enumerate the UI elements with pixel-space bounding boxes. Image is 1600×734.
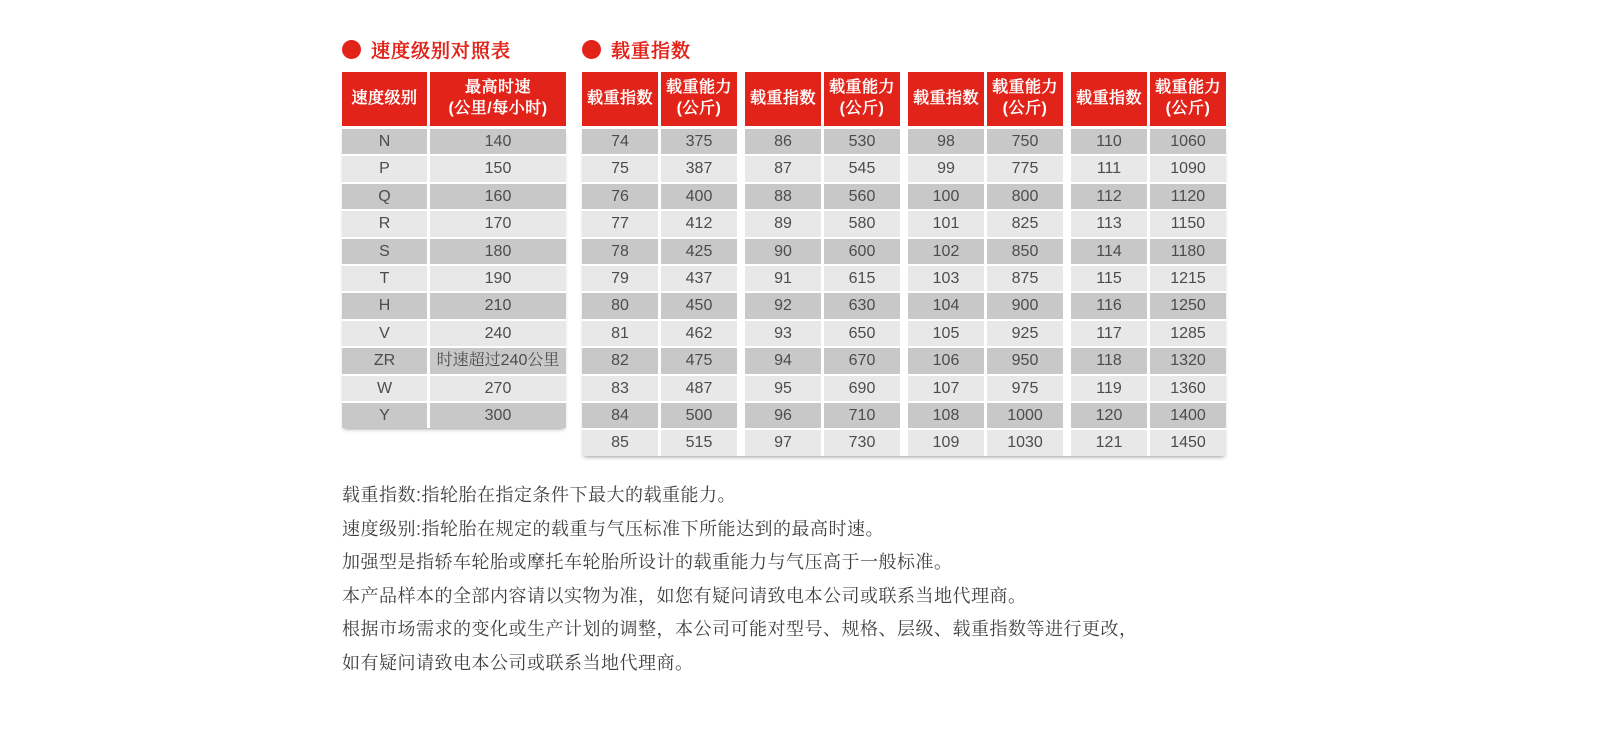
load-row-group (908, 430, 1063, 455)
max-speed-cell: 300 (430, 403, 566, 428)
load-capacity-cell: 875 (987, 266, 1063, 291)
table-row (342, 376, 566, 401)
load-index-cell: 103 (908, 266, 984, 291)
load-capacity-cell: 975 (987, 376, 1063, 401)
load-capacity-cell: 800 (987, 184, 1063, 209)
speed-table-title-text: 速度级别对照表 (371, 40, 512, 62)
load-capacity-cell: 750 (987, 129, 1063, 154)
load-capacity-cell: 900 (987, 293, 1063, 318)
load-capacity-header-line1: 载重能力 (991, 79, 1058, 97)
load-index-cell: 89 (745, 211, 821, 236)
load-index-cell: 114 (1071, 239, 1147, 264)
load-index-cell: 90 (745, 239, 821, 264)
load-index-cell: 95 (745, 376, 821, 401)
load-index-cell: 113 (1071, 211, 1147, 236)
table-row (342, 321, 566, 346)
load-index-cell: 118 (1071, 348, 1147, 373)
load-index-column-header (908, 72, 984, 126)
load-capacity-cell: 580 (824, 211, 900, 236)
load-header-group (745, 72, 900, 126)
load-row-group (1071, 293, 1226, 318)
load-index-cell: 109 (908, 430, 984, 455)
load-row-group (908, 239, 1063, 264)
load-index-header-label: 载重指数 (586, 89, 653, 107)
load-index-cell: 81 (582, 321, 658, 346)
speed-level-cell: Q (342, 184, 427, 209)
load-capacity-cell: 400 (661, 184, 737, 209)
load-index-cell: 76 (582, 184, 658, 209)
load-capacity-cell: 1285 (1150, 321, 1226, 346)
load-row-group (582, 430, 737, 455)
load-capacity-cell: 487 (661, 376, 737, 401)
speed-level-cell: H (342, 293, 427, 318)
max-speed-cell: 时速超过240公里 (430, 348, 566, 373)
load-capacity-cell: 630 (824, 293, 900, 318)
load-capacity-cell: 600 (824, 239, 900, 264)
max-speed-cell: 170 (430, 211, 566, 236)
red-bullet-icon (342, 40, 361, 59)
load-row-group (582, 321, 737, 346)
load-index-cell: 77 (582, 211, 658, 236)
note-speed-level-definition: 速度级别:指轮胎在规定的载重与气压标准下所能达到的最高时速。 (342, 518, 884, 539)
max-speed-cell: 160 (430, 184, 566, 209)
load-index-cell: 116 (1071, 293, 1147, 318)
max-speed-cell: 180 (430, 239, 566, 264)
load-capacity-cell: 1120 (1150, 184, 1226, 209)
load-row-group (1071, 184, 1226, 209)
load-index-cell: 105 (908, 321, 984, 346)
load-capacity-column-header (824, 72, 900, 126)
load-capacity-cell: 530 (824, 129, 900, 154)
load-row-group (908, 348, 1063, 373)
load-row-group (582, 266, 737, 291)
speed-level-header-label: 速度级别 (351, 89, 418, 107)
max-speed-column-header (430, 72, 566, 126)
load-index-cell: 79 (582, 266, 658, 291)
load-row-group (1071, 129, 1226, 154)
load-index-column-header (745, 72, 821, 126)
load-header-group (1071, 72, 1226, 126)
load-index-cell: 74 (582, 129, 658, 154)
load-row-group (745, 156, 900, 181)
load-index-header-label: 载重指数 (912, 89, 979, 107)
load-capacity-cell: 515 (661, 430, 737, 455)
load-index-cell: 92 (745, 293, 821, 318)
load-index-cell: 102 (908, 239, 984, 264)
load-row-group (745, 430, 900, 455)
load-index-cell: 75 (582, 156, 658, 181)
load-index-table (582, 72, 1226, 456)
table-row (342, 211, 566, 236)
load-index-cell: 80 (582, 293, 658, 318)
load-capacity-cell: 1450 (1150, 430, 1226, 455)
load-capacity-cell: 650 (824, 321, 900, 346)
load-index-cell: 97 (745, 430, 821, 455)
load-index-cell: 98 (908, 129, 984, 154)
table-row (582, 184, 1226, 209)
table-row (342, 266, 566, 291)
footnotes (342, 479, 1138, 681)
load-row-group (745, 293, 900, 318)
load-capacity-cell: 1000 (987, 403, 1063, 428)
speed-level-cell: Y (342, 403, 427, 428)
load-capacity-cell: 825 (987, 211, 1063, 236)
load-header-group (908, 72, 1063, 126)
load-row-group (582, 211, 737, 236)
load-row-group (1071, 266, 1226, 291)
load-row-group (1071, 430, 1226, 455)
load-capacity-column-header (987, 72, 1063, 126)
load-capacity-header-line2: (公斤) (1002, 100, 1048, 117)
load-index-cell: 106 (908, 348, 984, 373)
note-load-index-definition: 载重指数:指轮胎在指定条件下最大的载重能力。 (342, 485, 736, 505)
note-sample-disclaimer: 本产品样本的全部内容请以实物为准，如您有疑问请致电本公司或联系当地代理商。 (342, 585, 1027, 606)
max-speed-header-line2: (公里/每小时) (448, 100, 548, 117)
load-row-group (582, 156, 737, 181)
load-row-group (908, 403, 1063, 428)
table-row (582, 129, 1226, 154)
load-index-cell: 110 (1071, 129, 1147, 154)
load-row-group (582, 376, 737, 401)
load-index-cell: 112 (1071, 184, 1147, 209)
load-row-group (582, 348, 737, 373)
load-index-cell: 100 (908, 184, 984, 209)
table-row (582, 348, 1226, 373)
note-reinforced-definition: 加强型是指轿车轮胎或摩托车轮胎所设计的载重能力与气压高于一般标准。 (342, 552, 953, 573)
load-row-group (745, 211, 900, 236)
load-row-group (1071, 403, 1226, 428)
load-capacity-cell: 1360 (1150, 376, 1226, 401)
load-capacity-cell: 387 (661, 156, 737, 181)
table-row (342, 348, 566, 373)
load-capacity-column-header (661, 72, 737, 126)
load-row-group (745, 348, 900, 373)
load-row-group (1071, 156, 1226, 181)
load-row-group (1071, 211, 1226, 236)
max-speed-cell: 190 (430, 266, 566, 291)
load-capacity-header-line2: (公斤) (839, 100, 885, 117)
load-capacity-header-line2: (公斤) (676, 100, 722, 117)
load-index-cell: 115 (1071, 266, 1147, 291)
load-capacity-cell: 1215 (1150, 266, 1226, 291)
load-row-group (908, 321, 1063, 346)
table-row (582, 156, 1226, 181)
load-capacity-header-line1: 载重能力 (665, 79, 732, 97)
load-row-group (745, 321, 900, 346)
load-row-group (908, 156, 1063, 181)
load-index-cell: 120 (1071, 403, 1147, 428)
load-index-cell: 111 (1071, 156, 1147, 181)
load-index-cell: 84 (582, 403, 658, 428)
load-row-group (908, 266, 1063, 291)
table-row (342, 184, 566, 209)
table-row (582, 239, 1226, 264)
note-contact: 如有疑问请致电本公司或联系当地代理商。 (342, 652, 694, 673)
load-table-title-text: 载重指数 (611, 40, 692, 62)
load-capacity-cell: 950 (987, 348, 1063, 373)
load-index-cell: 86 (745, 129, 821, 154)
table-row (342, 293, 566, 318)
load-index-cell: 121 (1071, 430, 1147, 455)
load-index-header-label: 载重指数 (1075, 89, 1142, 107)
load-table-title (582, 38, 1226, 60)
load-table-body (582, 129, 1226, 456)
load-table-header-row (582, 72, 1226, 126)
load-index-header-label: 载重指数 (749, 89, 816, 107)
speed-level-column-header (342, 72, 427, 126)
load-index-cell: 88 (745, 184, 821, 209)
load-capacity-cell: 850 (987, 239, 1063, 264)
speed-level-cell: ZR (342, 348, 427, 373)
speed-level-cell: R (342, 211, 427, 236)
load-index-column-header (582, 72, 658, 126)
load-capacity-cell: 1400 (1150, 403, 1226, 428)
load-capacity-cell: 450 (661, 293, 737, 318)
load-capacity-cell: 560 (824, 184, 900, 209)
load-row-group (1071, 348, 1226, 373)
table-row (582, 430, 1226, 455)
red-bullet-icon (582, 40, 601, 59)
speed-level-cell: N (342, 129, 427, 154)
table-row (342, 239, 566, 264)
load-row-group (1071, 376, 1226, 401)
table-row (582, 266, 1226, 291)
speed-level-cell: P (342, 156, 427, 181)
load-capacity-cell: 1320 (1150, 348, 1226, 373)
table-row (342, 403, 566, 428)
load-row-group (908, 211, 1063, 236)
load-row-group (745, 376, 900, 401)
load-index-cell: 101 (908, 211, 984, 236)
load-capacity-cell: 1250 (1150, 293, 1226, 318)
load-row-group (582, 184, 737, 209)
load-index-section (582, 38, 1226, 456)
load-capacity-cell: 925 (987, 321, 1063, 346)
load-row-group (908, 129, 1063, 154)
load-row-group (745, 129, 900, 154)
load-index-cell: 93 (745, 321, 821, 346)
load-capacity-cell: 1180 (1150, 239, 1226, 264)
load-capacity-cell: 690 (824, 376, 900, 401)
load-row-group (582, 239, 737, 264)
load-header-group (582, 72, 737, 126)
load-capacity-cell: 775 (987, 156, 1063, 181)
load-index-cell: 91 (745, 266, 821, 291)
load-capacity-cell: 412 (661, 211, 737, 236)
load-capacity-header-line2: (公斤) (1165, 100, 1211, 117)
load-capacity-cell: 1090 (1150, 156, 1226, 181)
load-capacity-cell: 1150 (1150, 211, 1226, 236)
speed-rating-section (342, 38, 566, 428)
table-row (582, 403, 1226, 428)
load-index-column-header (1071, 72, 1147, 126)
table-row (342, 156, 566, 181)
max-speed-cell: 150 (430, 156, 566, 181)
load-row-group (908, 184, 1063, 209)
table-row (582, 293, 1226, 318)
load-capacity-header-line1: 载重能力 (828, 79, 895, 97)
load-row-group (745, 184, 900, 209)
speed-rating-table (342, 72, 566, 428)
load-row-group (582, 293, 737, 318)
load-capacity-cell: 375 (661, 129, 737, 154)
load-row-group (745, 266, 900, 291)
speed-level-cell: S (342, 239, 427, 264)
load-capacity-header-line1: 载重能力 (1154, 79, 1221, 97)
load-index-cell: 99 (908, 156, 984, 181)
load-index-cell: 83 (582, 376, 658, 401)
load-capacity-column-header (1150, 72, 1226, 126)
load-index-cell: 78 (582, 239, 658, 264)
speed-level-cell: T (342, 266, 427, 291)
max-speed-cell: 140 (430, 129, 566, 154)
speed-table-body (342, 129, 566, 428)
load-index-cell: 96 (745, 403, 821, 428)
max-speed-cell: 210 (430, 293, 566, 318)
load-index-cell: 108 (908, 403, 984, 428)
load-row-group (908, 376, 1063, 401)
load-capacity-cell: 1060 (1150, 129, 1226, 154)
load-index-cell: 82 (582, 348, 658, 373)
load-row-group (908, 293, 1063, 318)
load-capacity-cell: 425 (661, 239, 737, 264)
table-row (342, 129, 566, 154)
speed-table-header-row (342, 72, 566, 126)
load-capacity-cell: 462 (661, 321, 737, 346)
table-row (582, 211, 1226, 236)
note-change-disclaimer: 根据市场需求的变化或生产计划的调整，本公司可能对型号、规格、层级、载重指数等进行更改， (342, 619, 1138, 640)
load-capacity-cell: 710 (824, 403, 900, 428)
speed-level-cell: V (342, 321, 427, 346)
load-row-group (582, 403, 737, 428)
load-row-group (745, 403, 900, 428)
load-capacity-cell: 500 (661, 403, 737, 428)
load-index-cell: 107 (908, 376, 984, 401)
load-capacity-cell: 545 (824, 156, 900, 181)
load-index-cell: 87 (745, 156, 821, 181)
load-row-group (1071, 321, 1226, 346)
load-row-group (745, 239, 900, 264)
load-capacity-cell: 670 (824, 348, 900, 373)
load-row-group (582, 129, 737, 154)
table-row (582, 321, 1226, 346)
load-index-cell: 119 (1071, 376, 1147, 401)
speed-level-cell: W (342, 376, 427, 401)
speed-table-title (342, 38, 566, 60)
max-speed-header-line1: 最高时速 (464, 79, 531, 97)
table-row (582, 376, 1226, 401)
max-speed-cell: 240 (430, 321, 566, 346)
load-index-cell: 117 (1071, 321, 1147, 346)
load-index-cell: 85 (582, 430, 658, 455)
load-capacity-cell: 615 (824, 266, 900, 291)
load-index-cell: 94 (745, 348, 821, 373)
load-capacity-cell: 475 (661, 348, 737, 373)
load-row-group (1071, 239, 1226, 264)
load-index-cell: 104 (908, 293, 984, 318)
max-speed-cell: 270 (430, 376, 566, 401)
load-capacity-cell: 1030 (987, 430, 1063, 455)
load-capacity-cell: 730 (824, 430, 900, 455)
load-capacity-cell: 437 (661, 266, 737, 291)
